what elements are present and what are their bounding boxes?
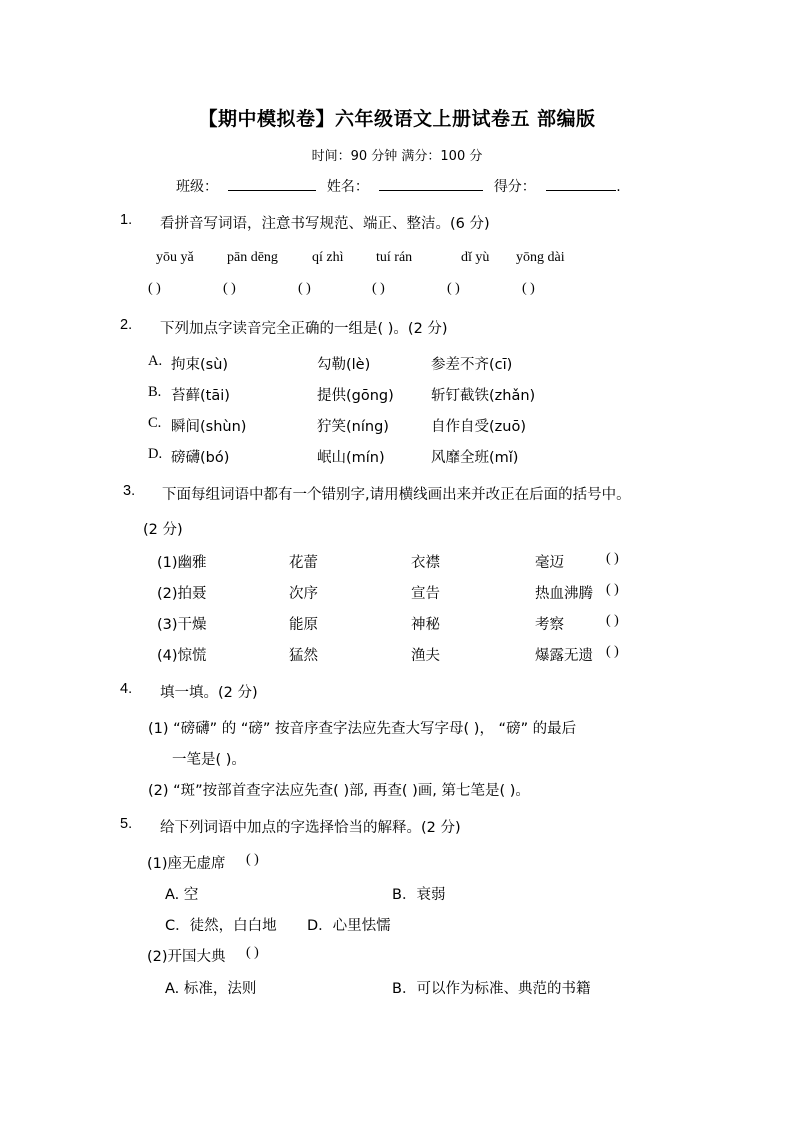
sub-question-1-option-b: B．衰弱	[392, 887, 446, 903]
sub-question-2-option-a: A. 标准，法则	[165, 981, 257, 997]
pinyin-4: tuí rán	[376, 250, 413, 265]
class-label: 班级：	[176, 179, 218, 195]
pinyin-5: dǐ yù	[461, 250, 490, 265]
row-3-answer-blank[interactable]: ( )	[606, 613, 619, 628]
sub-question-1-option-d: D．心里怯懦	[307, 918, 391, 934]
question-number: 1.	[120, 212, 133, 228]
row-1-item-1: (1)幽雅	[157, 555, 207, 571]
option-d-item-2: 岷山(mín)	[317, 450, 385, 466]
row-2-answer-blank[interactable]: ( )	[606, 582, 619, 597]
option-a-item-2: 勾勒(lè)	[317, 357, 371, 373]
pinyin-2: pān dēng	[227, 250, 278, 265]
answer-blank-6[interactable]: ( )	[522, 281, 535, 296]
question-text: 看拼音写词语，注意书写规范、端正、整洁。(6 分)	[160, 216, 490, 232]
sub-question-1-line-2: 一笔是( )。	[172, 752, 246, 768]
question-number: 4.	[120, 681, 133, 697]
question-text: 给下列词语中加点的字选择恰当的解释。(2 分)	[160, 820, 461, 836]
name-blank[interactable]	[379, 176, 483, 191]
name-label: 姓名：	[326, 179, 369, 195]
pinyin-6: yōng dài	[516, 250, 565, 265]
option-label-b: B.	[148, 384, 162, 400]
question-number: 2.	[120, 317, 133, 333]
row-4-item-1: (4)惊慌	[157, 648, 207, 664]
row-2-item-4: 热血沸腾	[535, 586, 593, 602]
page-title: 【期中模拟卷】六年级语文上册试卷五 部编版	[198, 108, 596, 130]
question-number: 5.	[120, 816, 133, 832]
question-text: 下列加点字读音完全正确的一组是( )。(2 分)	[160, 321, 448, 337]
option-d-item-1: 磅礴(bó)	[171, 450, 230, 466]
answer-blank-2[interactable]: ( )	[223, 281, 236, 296]
option-label-a: A.	[148, 353, 163, 369]
row-4-item-4: 爆露无遗	[535, 648, 593, 664]
row-3-item-2: 能原	[289, 617, 318, 633]
row-3-item-3: 神秘	[411, 617, 440, 633]
sub-question-2: (2) “斑”按部首查字法应先查( )部, 再查( )画, 第七笔是( )。	[148, 783, 530, 799]
option-b-item-3: 斩钉截铁(zhǎn)	[431, 388, 536, 404]
row-4-answer-blank[interactable]: ( )	[606, 644, 619, 659]
option-b-item-1: 苔藓(tāi)	[171, 388, 230, 404]
score-label: 得分：	[493, 179, 536, 195]
end-mark: .	[616, 179, 621, 195]
row-2-item-2: 次序	[289, 586, 318, 602]
option-c-item-2: 狞笑(níng)	[317, 419, 389, 435]
row-4-item-3: 渔夫	[411, 648, 440, 664]
student-info-line	[176, 176, 621, 196]
answer-blank-1[interactable]: ( )	[148, 281, 161, 296]
sub-question-2-option-b: B．可以作为标准、典范的书籍	[392, 981, 591, 997]
score-blank[interactable]	[546, 176, 616, 191]
row-4-item-2: 猛然	[289, 648, 318, 664]
option-label-d: D.	[148, 446, 163, 462]
question-score: (2 分)	[143, 522, 183, 538]
sub-question-1-option-a: A. 空	[165, 887, 199, 903]
option-c-item-3: 自作自受(zuō)	[431, 419, 526, 435]
pinyin-1: yōu yǎ	[156, 250, 194, 265]
question-text: 填一填。(2 分)	[160, 685, 258, 701]
row-3-item-4: 考察	[535, 617, 564, 633]
option-d-item-3: 风靡全班(mǐ)	[431, 450, 519, 466]
option-a-item-3: 参差不齐(cī)	[431, 357, 513, 373]
option-c-item-1: 瞬间(shùn)	[171, 419, 247, 435]
option-a-item-1: 拘束(sù)	[171, 357, 229, 373]
exam-time-score: 时间：90 分钟 满分：100 分	[311, 149, 483, 164]
question-text: 下面每组词语中都有一个错别字,请用横线画出来并改正在后面的括号中。	[162, 487, 631, 503]
row-1-item-2: 花蕾	[289, 555, 318, 571]
class-blank[interactable]	[228, 176, 316, 191]
sub-question-1-answer-blank[interactable]: ( )	[246, 852, 259, 867]
option-b-item-2: 提供(gōng)	[317, 388, 394, 404]
row-2-item-3: 宣告	[411, 586, 440, 602]
sub-question-2-word: (2)开国大典	[147, 949, 226, 965]
question-number: 3.	[123, 483, 136, 499]
answer-blank-4[interactable]: ( )	[372, 281, 385, 296]
sub-question-1-option-c: C．徒然，白白地	[165, 918, 277, 934]
row-2-item-1: (2)拍聂	[157, 586, 207, 602]
row-1-item-4: 毫迈	[535, 555, 564, 571]
option-label-c: C.	[148, 415, 162, 431]
row-1-item-3: 衣襟	[411, 555, 440, 571]
answer-blank-3[interactable]: ( )	[298, 281, 311, 296]
sub-question-2-answer-blank[interactable]: ( )	[246, 945, 259, 960]
row-3-item-1: (3)干燥	[157, 617, 207, 633]
pinyin-3: qí zhì	[312, 250, 344, 265]
row-1-answer-blank[interactable]: ( )	[606, 551, 619, 566]
answer-blank-5[interactable]: ( )	[447, 281, 460, 296]
sub-question-1-word: (1)座无虚席	[147, 856, 226, 872]
sub-question-1-line-1: (1) “磅礴” 的 “磅” 按音序查字法应先查大写字母( )， “磅” 的最后	[148, 721, 577, 737]
